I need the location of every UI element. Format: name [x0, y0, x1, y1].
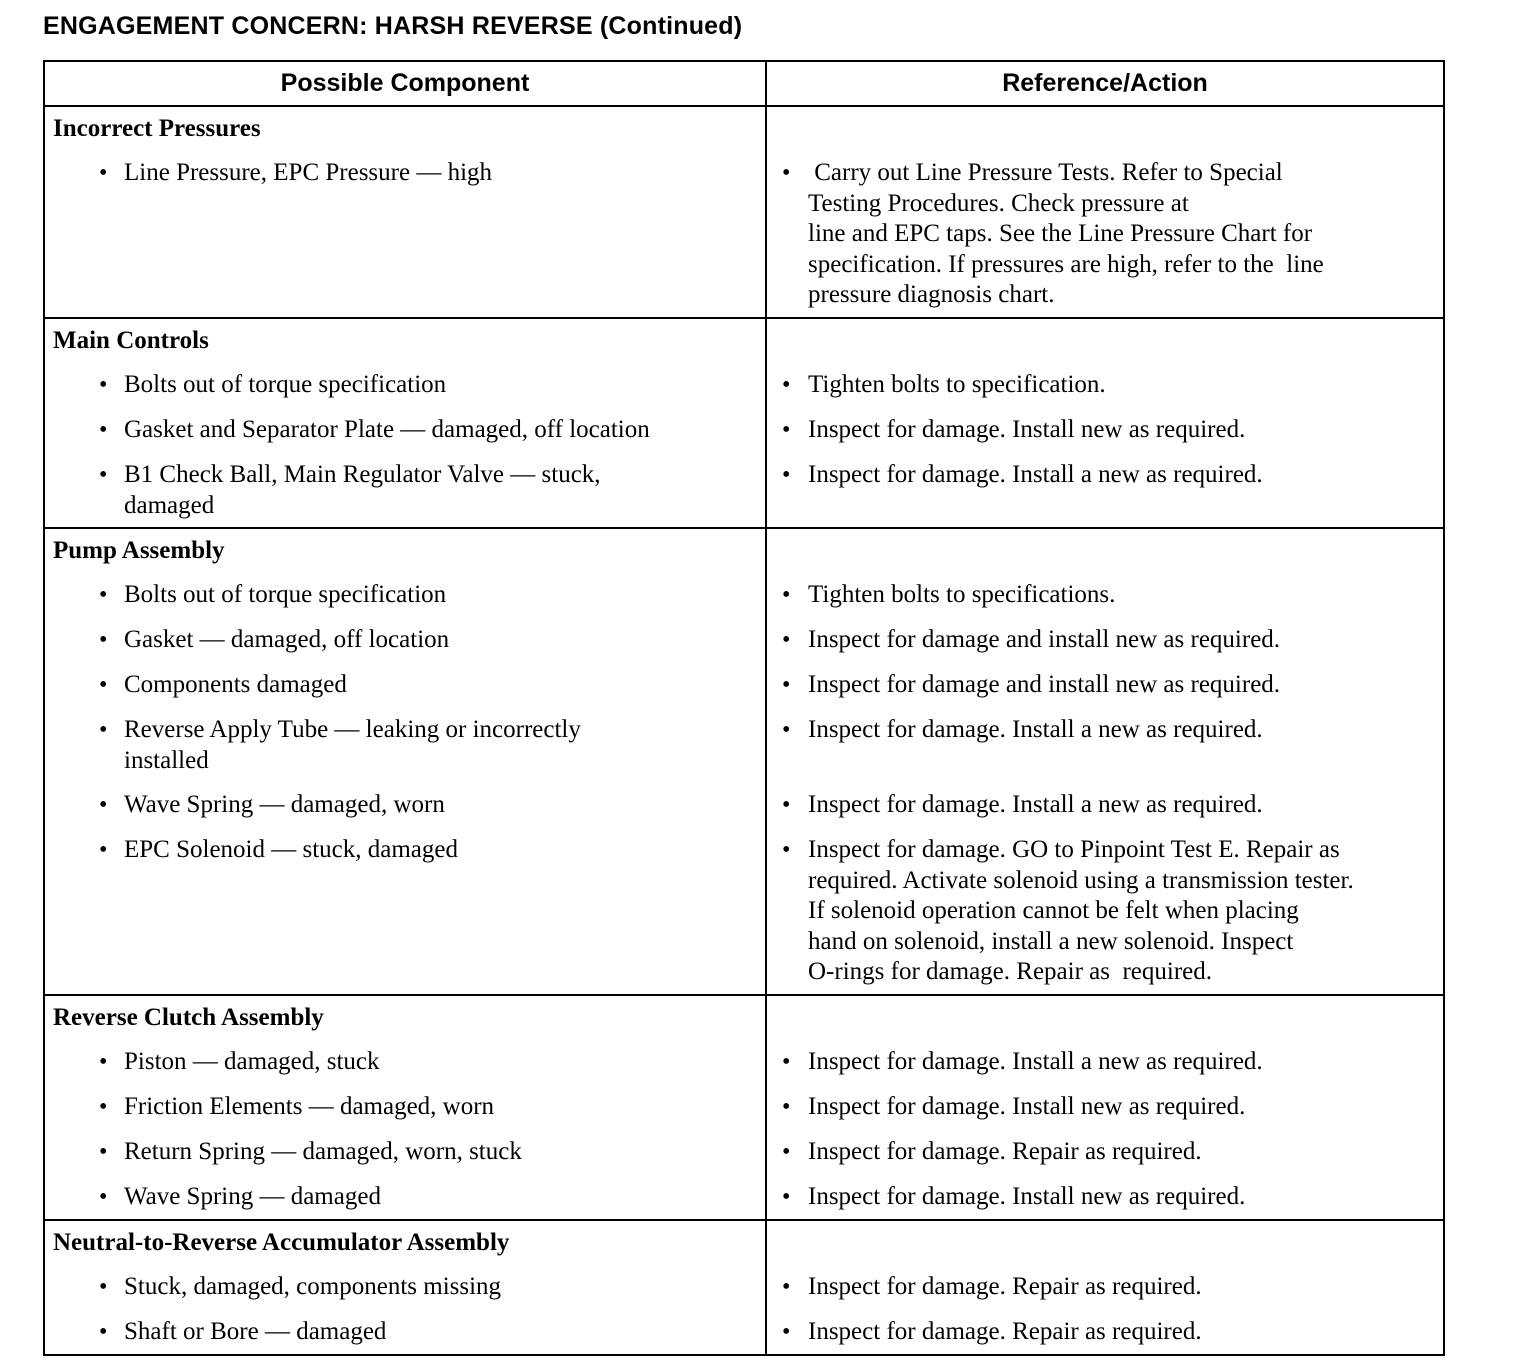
- action-item: [781, 1092, 1439, 1123]
- component-cell: [44, 995, 766, 1220]
- diagnosis-table: [43, 60, 1445, 1356]
- action-cell-content: [767, 1221, 1443, 1354]
- table-row: [44, 1220, 1444, 1355]
- table-row: [44, 106, 1444, 318]
- action-item: [781, 1272, 1439, 1303]
- component-item: [53, 1317, 757, 1348]
- bullet-icon: •: [782, 672, 791, 698]
- bullet-icon: •: [99, 627, 108, 653]
- action-text: Inspect for damage. Repair as required.: [808, 1273, 1202, 1300]
- bullet-icon: •: [782, 417, 791, 443]
- action-item: [781, 625, 1439, 656]
- bullet-icon: •: [782, 160, 791, 186]
- group-title: Reverse Clutch Assembly: [53, 1004, 324, 1031]
- component-text: Reverse Apply Tube — leaking or incorrectly installed: [124, 716, 581, 774]
- component-item: [53, 1047, 757, 1078]
- component-cell-content: [45, 996, 765, 1219]
- component-item: [53, 715, 757, 776]
- bullet-icon: •: [782, 1184, 791, 1210]
- action-item: [781, 415, 1439, 446]
- column-header-reference-action: Reference/Action: [766, 61, 1444, 106]
- component-text: Wave Spring — damaged, worn: [124, 791, 445, 818]
- bullet-icon: •: [782, 627, 791, 653]
- table-row: [44, 995, 1444, 1220]
- component-item: [53, 670, 757, 701]
- bullet-icon: •: [99, 462, 108, 488]
- action-cell: [766, 106, 1444, 318]
- table-body: [44, 106, 1444, 1355]
- component-item: [53, 1272, 757, 1303]
- action-item: [781, 670, 1439, 701]
- bullet-icon: •: [99, 1274, 108, 1300]
- component-text: Piston — damaged, stuck: [124, 1048, 380, 1075]
- component-cell: [44, 318, 766, 528]
- action-item: [781, 835, 1439, 988]
- component-cell-content: [45, 1221, 765, 1354]
- action-cell: [766, 318, 1444, 528]
- action-cell: [766, 528, 1444, 995]
- action-text: Tighten bolts to specification.: [808, 371, 1106, 398]
- component-item: [53, 158, 757, 311]
- action-text: Inspect for damage. GO to Pinpoint Test E. Repair as required. Activate solenoid using a transmission tester. If solenoid operation cannot be felt when placing hand on solenoid, install a new solenoid. Inspect O-rings for damage. Repair as required.: [808, 836, 1354, 985]
- component-text: Components damaged: [124, 671, 347, 698]
- group-title-spacer: [781, 326, 1439, 356]
- action-text: Inspect for damage. Install a new as required.: [808, 716, 1263, 743]
- group-title-spacer: [781, 1003, 1439, 1033]
- bullet-icon: •: [99, 837, 108, 863]
- component-text: Friction Elements — damaged, worn: [124, 1093, 495, 1120]
- component-item: [53, 835, 757, 988]
- component-text: Wave Spring — damaged: [124, 1183, 381, 1210]
- component-cell: [44, 528, 766, 995]
- bullet-icon: •: [99, 372, 108, 398]
- bullet-icon: •: [782, 837, 791, 863]
- action-item: [781, 460, 1439, 521]
- action-item: [781, 370, 1439, 401]
- column-header-possible-component: Possible Component: [44, 61, 766, 106]
- action-text: Inspect for damage. Install new as required.: [808, 1093, 1246, 1120]
- action-item: [781, 1137, 1439, 1168]
- component-text: Line Pressure, EPC Pressure — high: [124, 159, 493, 186]
- component-item: [53, 1137, 757, 1168]
- action-text: Inspect for damage and install new as required.: [808, 671, 1281, 698]
- component-text: Return Spring — damaged, worn, stuck: [124, 1138, 522, 1165]
- action-text: Inspect for damage. Install new as required.: [808, 416, 1246, 443]
- component-item: [53, 415, 757, 446]
- action-text: Inspect for damage. Repair as required.: [808, 1318, 1202, 1345]
- action-text: Inspect for damage. Install new as required.: [808, 1183, 1246, 1210]
- action-text: Inspect for damage. Install a new as required.: [808, 1048, 1263, 1075]
- action-item: [781, 715, 1439, 776]
- component-item: [53, 460, 757, 521]
- bullet-icon: •: [782, 462, 791, 488]
- component-text: Bolts out of torque specification: [124, 581, 447, 608]
- bullet-icon: •: [782, 792, 791, 818]
- action-item: [781, 580, 1439, 611]
- component-item: [53, 580, 757, 611]
- action-cell-content: [767, 996, 1443, 1219]
- action-cell-content: [767, 107, 1443, 317]
- bullet-icon: •: [99, 717, 108, 743]
- component-cell: [44, 1220, 766, 1355]
- action-item: [781, 158, 1439, 311]
- group-title-spacer: [781, 1228, 1439, 1258]
- group-title-spacer: [781, 536, 1439, 566]
- component-item: [53, 370, 757, 401]
- bullet-icon: •: [782, 717, 791, 743]
- action-text: Inspect for damage. Install a new as required.: [808, 461, 1263, 488]
- bullet-icon: •: [99, 417, 108, 443]
- component-cell-content: [45, 529, 765, 994]
- page-title: ENGAGEMENT CONCERN: HARSH REVERSE (Continued): [43, 12, 743, 40]
- action-text: Inspect for damage. Install a new as required.: [808, 791, 1263, 818]
- action-item: [781, 1317, 1439, 1348]
- table-row: [44, 528, 1444, 995]
- component-text: Gasket and Separator Plate — damaged, off location: [124, 416, 650, 443]
- component-item: [53, 790, 757, 821]
- action-item: [781, 1182, 1439, 1213]
- bullet-icon: •: [99, 1139, 108, 1165]
- action-item: [781, 1047, 1439, 1078]
- group-title: Main Controls: [53, 327, 209, 354]
- table-row: [44, 318, 1444, 528]
- bullet-icon: •: [99, 1319, 108, 1345]
- action-text: Inspect for damage. Repair as required.: [808, 1138, 1202, 1165]
- group-title: Pump Assembly: [53, 537, 225, 564]
- bullet-icon: •: [99, 672, 108, 698]
- bullet-icon: •: [782, 1274, 791, 1300]
- bullet-icon: •: [99, 1184, 108, 1210]
- bullet-icon: •: [99, 160, 108, 186]
- bullet-icon: •: [782, 1094, 791, 1120]
- component-text: Stuck, damaged, components missing: [124, 1273, 502, 1300]
- bullet-icon: •: [782, 1139, 791, 1165]
- action-item: [781, 790, 1439, 821]
- action-text: Tighten bolts to specifications.: [808, 581, 1116, 608]
- group-title: Incorrect Pressures: [53, 115, 261, 142]
- bullet-icon: •: [782, 582, 791, 608]
- bullet-icon: •: [782, 1049, 791, 1075]
- component-text: EPC Solenoid — stuck, damaged: [124, 836, 458, 863]
- component-item: [53, 1092, 757, 1123]
- action-cell: [766, 995, 1444, 1220]
- component-text: Bolts out of torque specification: [124, 371, 447, 398]
- component-cell-content: [45, 107, 765, 317]
- action-text: Carry out Line Pressure Tests. Refer to Special Testing Procedures. Check pressure at line and EPC taps. See the Line Pressure Chart for specification. If pressures are high, refer to the line pressure diagnosis chart.: [808, 159, 1324, 308]
- action-cell-content: [767, 529, 1443, 994]
- header-row: [44, 61, 1444, 106]
- bullet-icon: •: [782, 1319, 791, 1345]
- action-text: Inspect for damage and install new as required.: [808, 626, 1281, 653]
- component-item: [53, 1182, 757, 1213]
- group-title-spacer: [781, 114, 1439, 144]
- bullet-icon: •: [99, 1094, 108, 1120]
- component-text: B1 Check Ball, Main Regulator Valve — stuck, damaged: [124, 461, 601, 519]
- action-cell-content: [767, 319, 1443, 527]
- bullet-icon: •: [99, 582, 108, 608]
- bullet-icon: •: [99, 792, 108, 818]
- bullet-icon: •: [99, 1049, 108, 1075]
- component-text: Shaft or Bore — damaged: [124, 1318, 387, 1345]
- component-cell: [44, 106, 766, 318]
- component-item: [53, 625, 757, 656]
- action-cell: [766, 1220, 1444, 1355]
- group-title: Neutral-to-Reverse Accumulator Assembly: [53, 1229, 510, 1256]
- bullet-icon: •: [782, 372, 791, 398]
- component-cell-content: [45, 319, 765, 527]
- component-text: Gasket — damaged, off location: [124, 626, 450, 653]
